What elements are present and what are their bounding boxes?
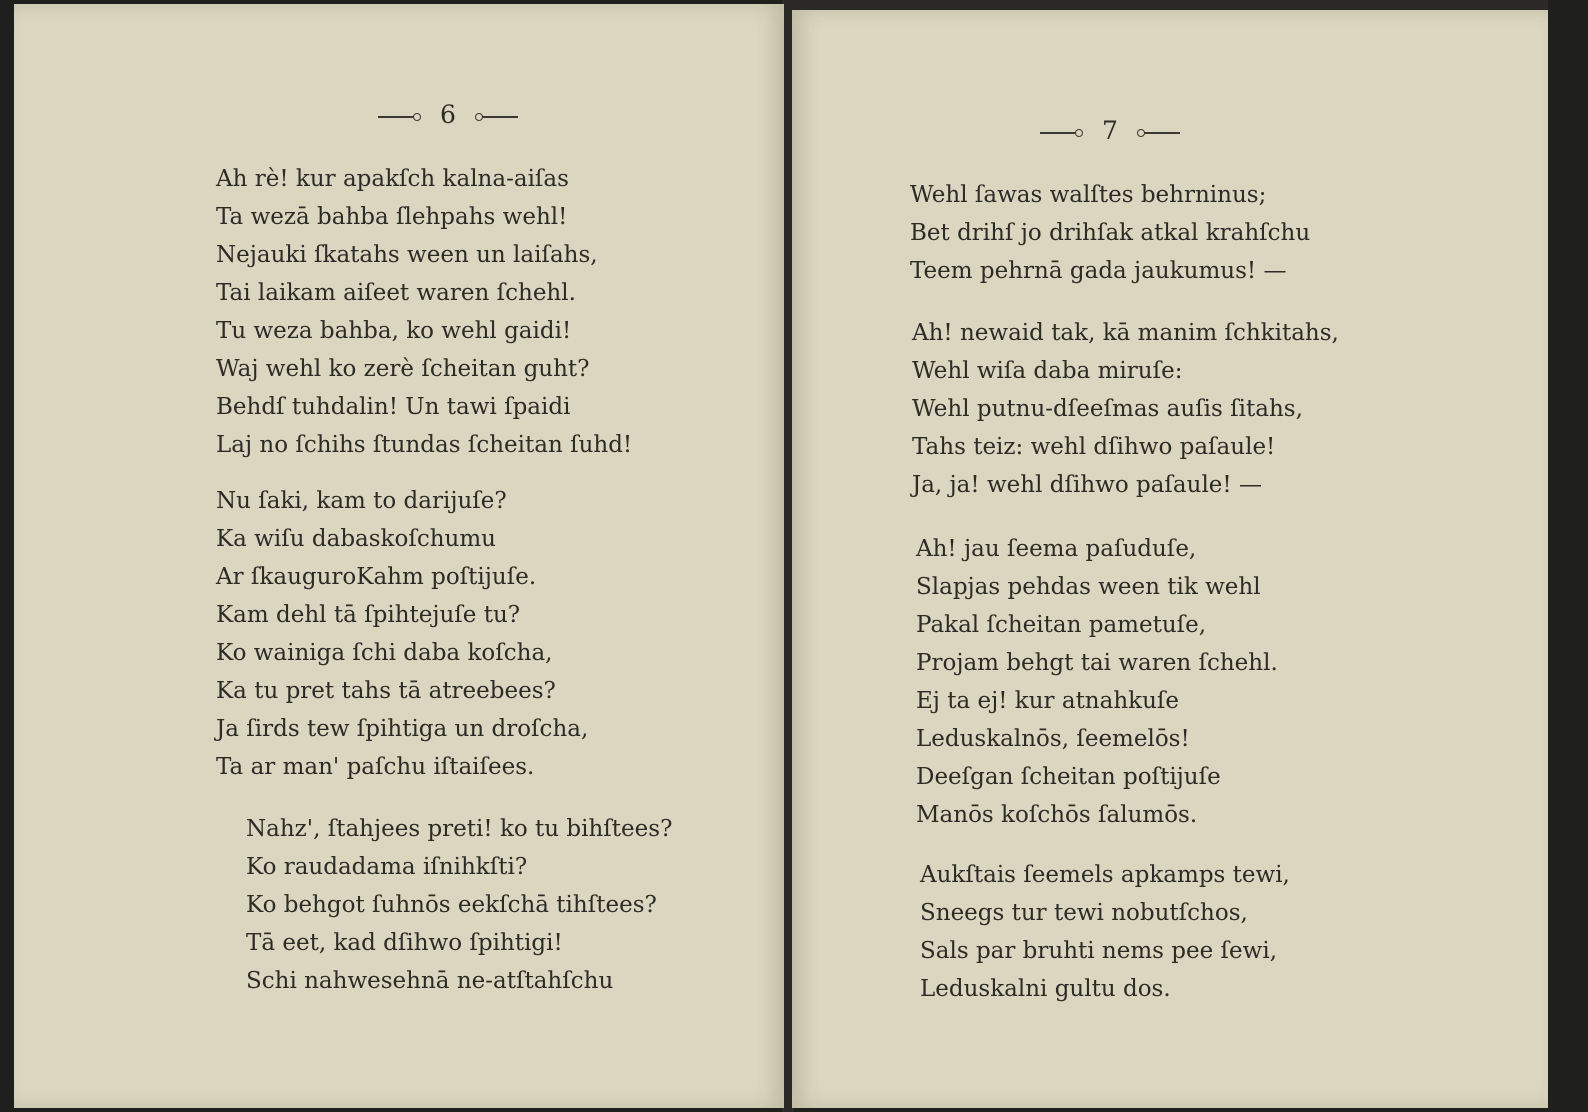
verse-line: Sals par bruhti nems pee ſewi, — [920, 938, 1278, 964]
verse-line: Sneegs tur tewi nobutſchos, — [920, 900, 1248, 926]
verse-line: Schi nahwesehnā ne-atſtahſchu — [246, 968, 614, 994]
verse-line: Ko behgot ſuhnōs eekſchā tihſtees? — [246, 892, 657, 918]
verse-line: Ta ar man' paſchu iſtaiſees. — [216, 754, 535, 780]
verse-line: Wehl wiſa daba miruſe: — [912, 358, 1183, 384]
verse-line: Nu ſaki, kam to darijuſe? — [216, 488, 507, 514]
left-page — [14, 4, 784, 1108]
verse-line: Leduskalnōs, ſeemelōs! — [916, 726, 1190, 752]
verse-line: Deeſgan ſcheitan poſtijuſe — [916, 764, 1221, 790]
verse-line: Ta wezā bahba ſlehpahs wehl! — [216, 204, 568, 230]
verse-line: Tu weza bahba, ko wehl gaidi! — [216, 318, 572, 344]
verse-line: Ar ſkauguroKahm poſtijuſe. — [216, 564, 537, 590]
right-page — [792, 10, 1548, 1108]
verse-line: Tā eet, kad dſihwo ſpihtigi! — [246, 930, 563, 956]
page-number-right: 7 — [960, 116, 1260, 145]
verse-line: Ko wainiga ſchi daba koſcha, — [216, 640, 553, 666]
verse-line: Wehl ſawas walſtes behrninus; — [910, 182, 1267, 208]
ornament-dash-icon — [378, 116, 418, 118]
verse-line: Tahs teiz: wehl dſihwo paſaule! — [912, 434, 1276, 460]
verse-line: Laj no ſchihs ſtundas ſcheitan ſuhd! — [216, 432, 633, 458]
verse-line: Ka wiſu dabaskoſchumu — [216, 526, 496, 552]
verse-line: Tai laikam aiſeet waren ſchehl. — [216, 280, 576, 306]
verse-line: Ka tu pret tahs tā atreebees? — [216, 678, 556, 704]
page-number-left: 6 — [298, 100, 598, 129]
verse-line: Pakal ſcheitan pametuſe, — [916, 612, 1207, 638]
ornament-dash-icon — [1140, 132, 1180, 134]
verse-line: Behdſ tuhdalin! Un tawi ſpaidi — [216, 394, 571, 420]
verse-line: Ja, ja! wehl dſihwo paſaule! — — [912, 472, 1262, 498]
verse-line: Projam behgt tai waren ſchehl. — [916, 650, 1278, 676]
verse-line: Ej ta ej! kur atnahkuſe — [916, 688, 1180, 714]
stanza-right-3 — [916, 530, 1278, 834]
verse-line: Leduskalni gultu dos. — [920, 976, 1171, 1002]
stanza-right-4 — [920, 856, 1290, 1008]
verse-line: Manōs koſchōs ſalumōs. — [916, 802, 1198, 828]
verse-line: Wehl putnu-dſeeſmas auſis ſitahs, — [912, 396, 1303, 422]
stanza-right-1 — [910, 176, 1310, 290]
verse-line: Kam dehl tā ſpihtejuſe tu? — [216, 602, 521, 628]
ornament-dash-icon — [478, 116, 518, 118]
verse-line: Ko raudadama iſnihkſti? — [246, 854, 528, 880]
verse-line: Bet drihſ jo drihſak atkal krahſchu — [910, 220, 1311, 246]
stanza-left-3 — [246, 810, 672, 1000]
stanza-left-2 — [216, 482, 588, 786]
verse-line: Teem pehrnā gada jaukumus! — — [910, 258, 1287, 284]
verse-line: Waj wehl ko zerè ſcheitan guht? — [216, 356, 590, 382]
ornament-dash-icon — [1040, 132, 1080, 134]
verse-line: Ah rè! kur apakſch kalna-aiſas — [216, 166, 569, 192]
verse-line: Nahz', ſtahjees preti! ko tu bihſtees? — [246, 816, 673, 842]
verse-line: Ja ſirds tew ſpihtiga un droſcha, — [216, 716, 589, 742]
stanza-right-2 — [912, 314, 1339, 504]
verse-line: Nejauki ſkatahs ween un laiſahs, — [216, 242, 598, 268]
stanza-left-1 — [216, 160, 632, 464]
verse-line: Ah! jau ſeema paſuduſe, — [916, 536, 1197, 562]
verse-line: Ah! newaid tak, kā manim ſchkitahs, — [912, 320, 1339, 346]
verse-line: Aukſtais ſeemels apkamps tewi, — [920, 862, 1290, 888]
verse-line: Slapjas pehdas ween tik wehl — [916, 574, 1261, 600]
